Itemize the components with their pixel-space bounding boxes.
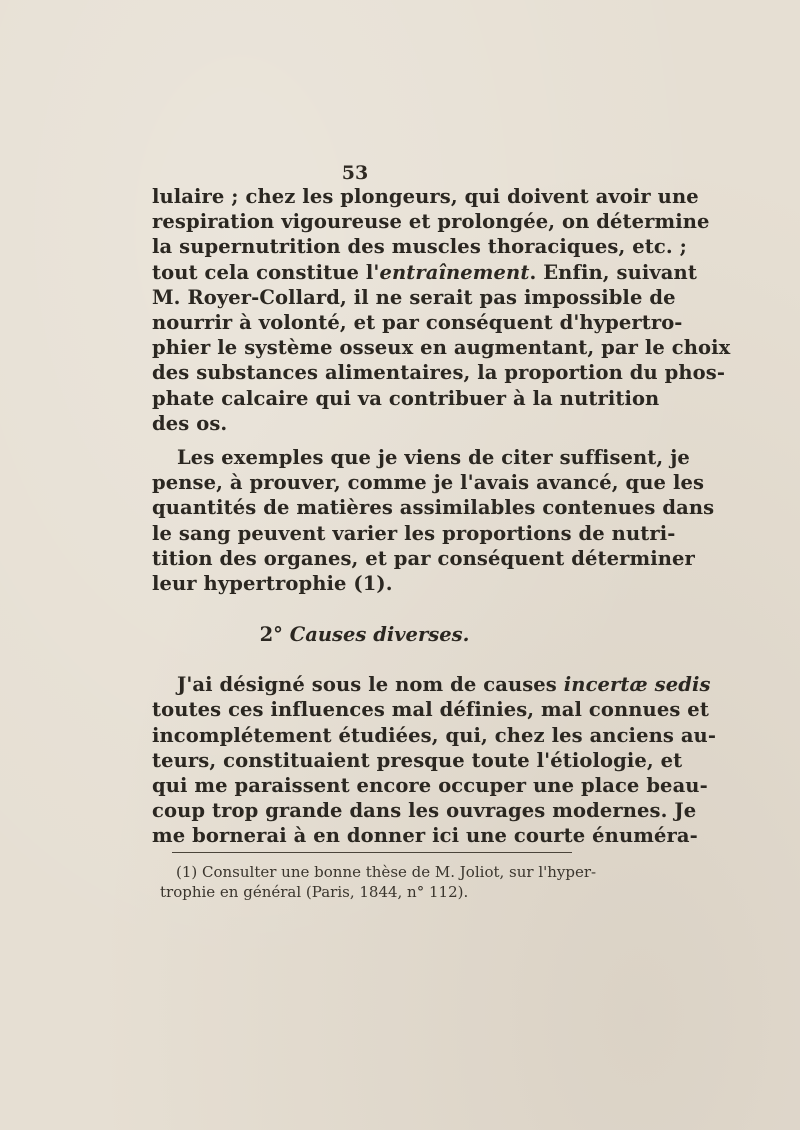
footnote-divider	[172, 852, 572, 853]
section-heading	[152, 622, 577, 647]
footnote-line: trophie en général (Paris, 1844, n° 112).	[160, 883, 469, 901]
text-line: tition des organes, et par conséquent déterminer	[152, 546, 695, 570]
text-line: respiration vigoureuse et prolongée, on détermine	[152, 210, 710, 234]
text-line-mixed	[152, 260, 697, 285]
text-line: la supernutrition des muscles thoraciques, etc. ;	[152, 235, 687, 259]
section-number: 2°	[259, 623, 283, 647]
text-line: nourrir à volonté, et par conséquent d'hypertro-	[152, 311, 683, 335]
paragraph-3	[152, 672, 717, 848]
text-line: coup trop grande dans les ouvrages modernes. Je	[152, 799, 697, 823]
text-run: J'ai désigné sous le nom de causes	[177, 673, 564, 697]
italic-term-entrainement: entraînement	[379, 260, 530, 284]
text-line: leur hypertrophie (1).	[152, 572, 393, 596]
text-line: lulaire ; chez les plongeurs, qui doivent avoir une	[152, 185, 699, 208]
text-line-mixed	[152, 672, 711, 697]
text-line: phate calcaire qui va contribuer à la nutrition	[152, 386, 660, 410]
text-line: Les exemples que je viens de citer suffisent, je	[177, 446, 690, 470]
footnote	[160, 862, 597, 902]
footnote-line: (1) Consulter une bonne thèse de M. Joliot, sur l'hyper-	[176, 863, 597, 881]
page-number: 53	[341, 162, 369, 184]
text-line: M. Royer-Collard, il ne serait pas impossible de	[152, 285, 676, 309]
text-line: toutes ces influences mal définies, mal connues et	[152, 698, 709, 722]
text-line: des substances alimentaires, la proportion du phos-	[152, 361, 726, 385]
text-line: quantités de matières assimilables contenues dans	[152, 496, 715, 520]
section-label: Causes diverses.	[289, 623, 470, 647]
text-run: . Enfin, suivant	[529, 260, 697, 284]
text-line: me bornerai à en donner ici une courte énuméra-	[152, 824, 698, 848]
text-line: qui me paraissent encore occuper une place beau-	[152, 774, 708, 798]
text-run: tout cela constitue l'	[152, 260, 380, 284]
text-line: phier le système osseux en augmentant, par le choix	[152, 336, 731, 360]
text-line: pense, à prouver, comme je l'avais avancé, que les	[152, 471, 705, 495]
text-line: teurs, constituaient presque toute l'étiologie, et	[152, 748, 683, 772]
paragraph-1	[152, 184, 731, 436]
body-text	[152, 184, 731, 849]
paragraph-2	[152, 445, 715, 596]
text-line: le sang peuvent varier les proportions de nutri-	[152, 521, 676, 545]
text-line: des os.	[152, 411, 228, 435]
text-line: incomplétement étudiées, qui, chez les anciens au-	[152, 723, 717, 747]
italic-term-incertae-sedis: incertæ sedis	[563, 673, 711, 697]
